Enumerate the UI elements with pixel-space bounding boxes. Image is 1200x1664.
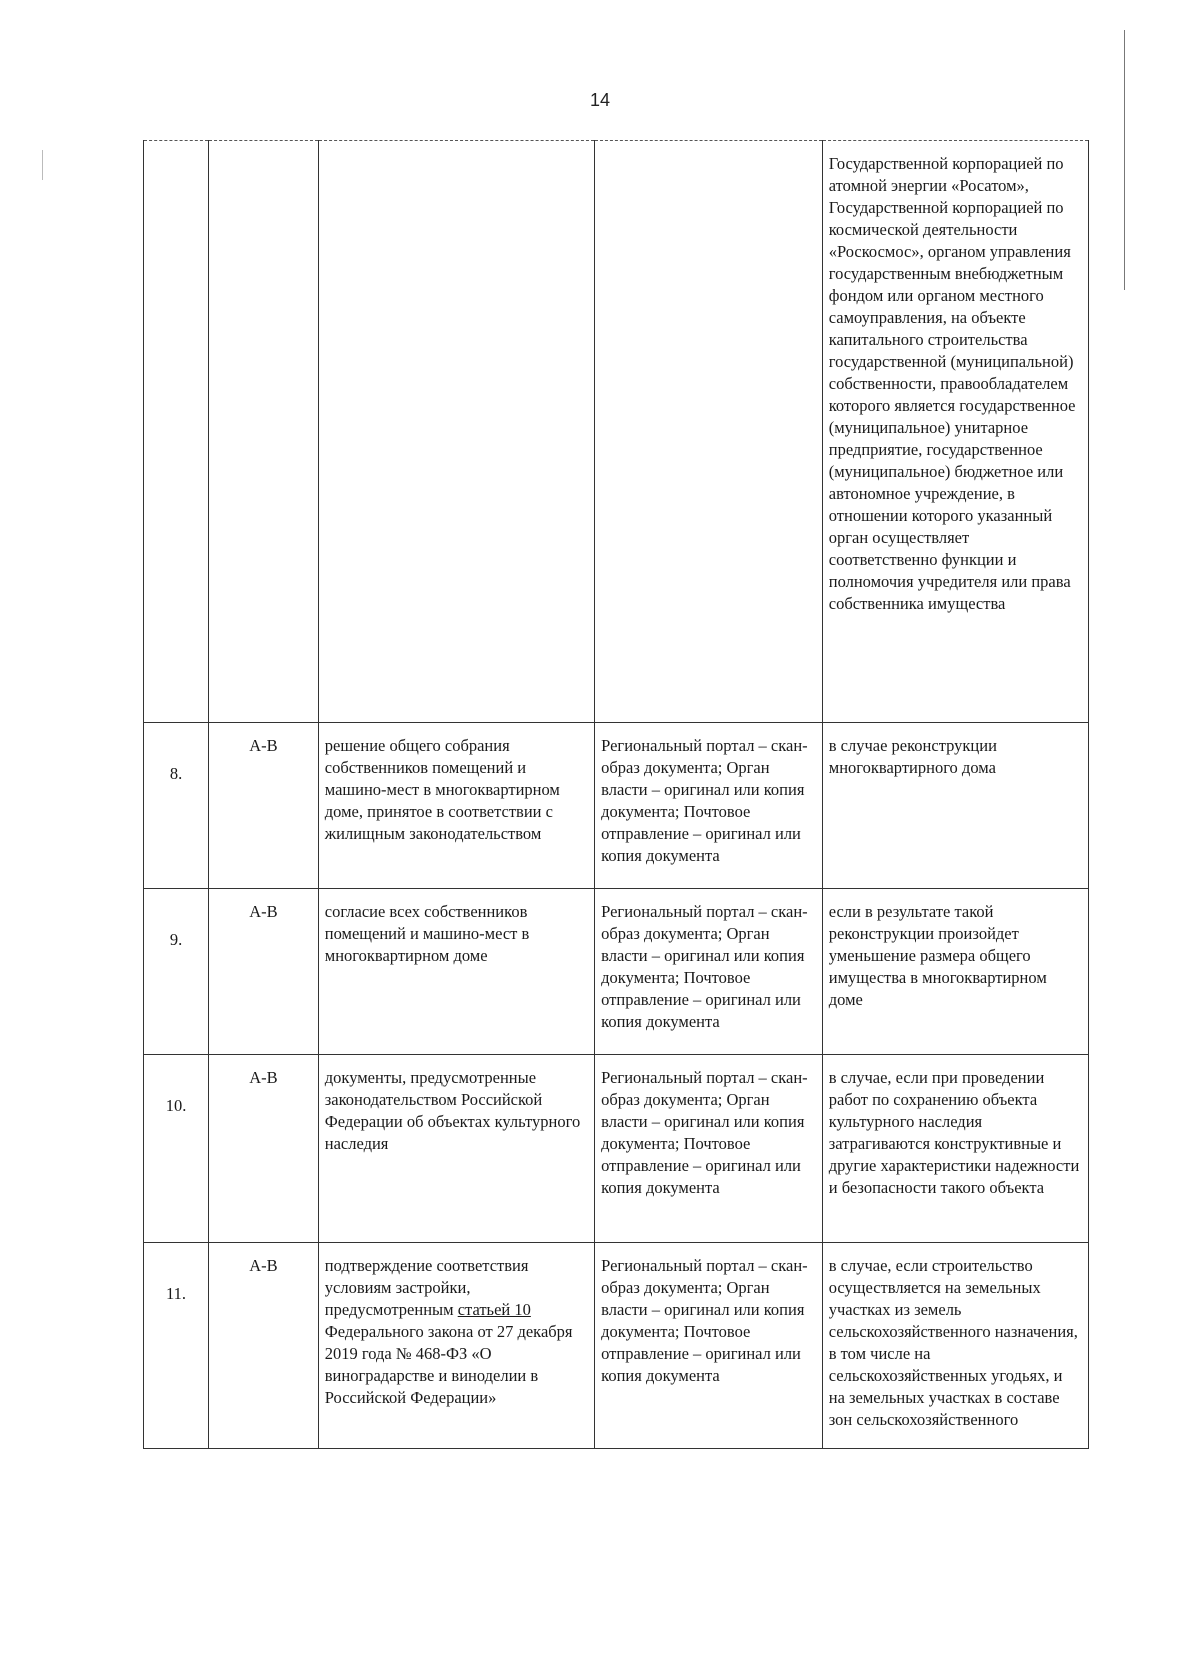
cell-condition: если в результате такой реконструкции произойдет уменьшение размера общего имущества в многоквартирном доме [822, 889, 1088, 1055]
cell-condition: в случае реконструкции многоквартирного дома [822, 723, 1088, 889]
cell-num: 11. [144, 1243, 209, 1449]
document-text: подтверждение соответствия условиям застройки, предусмотренным [324, 1256, 529, 1319]
cell-code: А-В [209, 1243, 319, 1449]
cell-num: 8. [144, 723, 209, 889]
document-text: Федерального закона от 27 декабря 2019 года № 468-ФЗ «О виноградарстве и виноделии в Российской Федерации» [324, 1322, 573, 1407]
table-row [144, 1055, 1089, 1243]
table-row [144, 723, 1089, 889]
cell-submission: Региональный портал – скан-образ документа; Орган власти – оригинал или копия документа; Почтовое отправление – оригинал или копия документа [595, 889, 823, 1055]
cell-document: решение общего собрания собственников помещений и машино-мест в многоквартирном доме, принятое в соответствии с жилищным законодательством [318, 723, 594, 889]
table-row [144, 1243, 1089, 1449]
cell-code: А-В [209, 889, 319, 1055]
cell-document [318, 1243, 594, 1449]
scan-edge-mark [1124, 30, 1125, 290]
cell-num: 9. [144, 889, 209, 1055]
cell-submission: Региональный портал – скан-образ документа; Орган власти – оригинал или копия документа; Почтовое отправление – оригинал или копия документа [595, 1055, 823, 1243]
cell-document: согласие всех собственников помещений и машино-мест в многоквартирном доме [318, 889, 594, 1055]
cell-code [209, 141, 319, 723]
cell-submission: Региональный портал – скан-образ документа; Орган власти – оригинал или копия документа; Почтовое отправление – оригинал или копия документа [595, 1243, 823, 1449]
cell-num: 10. [144, 1055, 209, 1243]
cell-condition: в случае, если при проведении работ по сохранению объекта культурного наследия затрагиваются конструктивные и другие характеристики надежности и безопасности такого объекта [822, 1055, 1088, 1243]
table-row-continuation [144, 141, 1089, 723]
requirements-table [143, 140, 1089, 1449]
cell-num [144, 141, 209, 723]
cell-submission [595, 141, 823, 723]
law-article-link[interactable]: статьей 10 [457, 1300, 531, 1319]
table-row [144, 889, 1089, 1055]
cell-code: А-В [209, 723, 319, 889]
cell-submission: Региональный портал – скан-образ документа; Орган власти – оригинал или копия документа; Почтовое отправление – оригинал или копия документа [595, 723, 823, 889]
cell-document: документы, предусмотренные законодательством Российской Федерации об объектах культурного наследия [318, 1055, 594, 1243]
scan-edge-mark [42, 150, 43, 180]
cell-condition: в случае, если строительство осуществляется на земельных участках из земель сельскохозяйственного назначения, в том числе на сельскохозяйственных угодьях, и на земельных участках в составе зон сельскохозяйственного [822, 1243, 1088, 1449]
cell-code: А-В [209, 1055, 319, 1243]
page-number: 14 [589, 90, 611, 110]
cell-document [318, 141, 594, 723]
cell-condition: Государственной корпорацией по атомной энергии «Росатом», Государственной корпорацией по космической деятельности «Роскосмос», органом управления государственным внебюджетным фондом или органом местного самоуправления, на объекте капитального строительства государственной (муниципальной) собственности, правообладателем которого является государственное (муниципальное) унитарное предприятие, государственное (муниципальное) бюджетное или автономное учреждение, в отношении которого указанный орган осуществляет соответственно функции и полномочия учредителя или права собственника имущества [822, 141, 1088, 723]
